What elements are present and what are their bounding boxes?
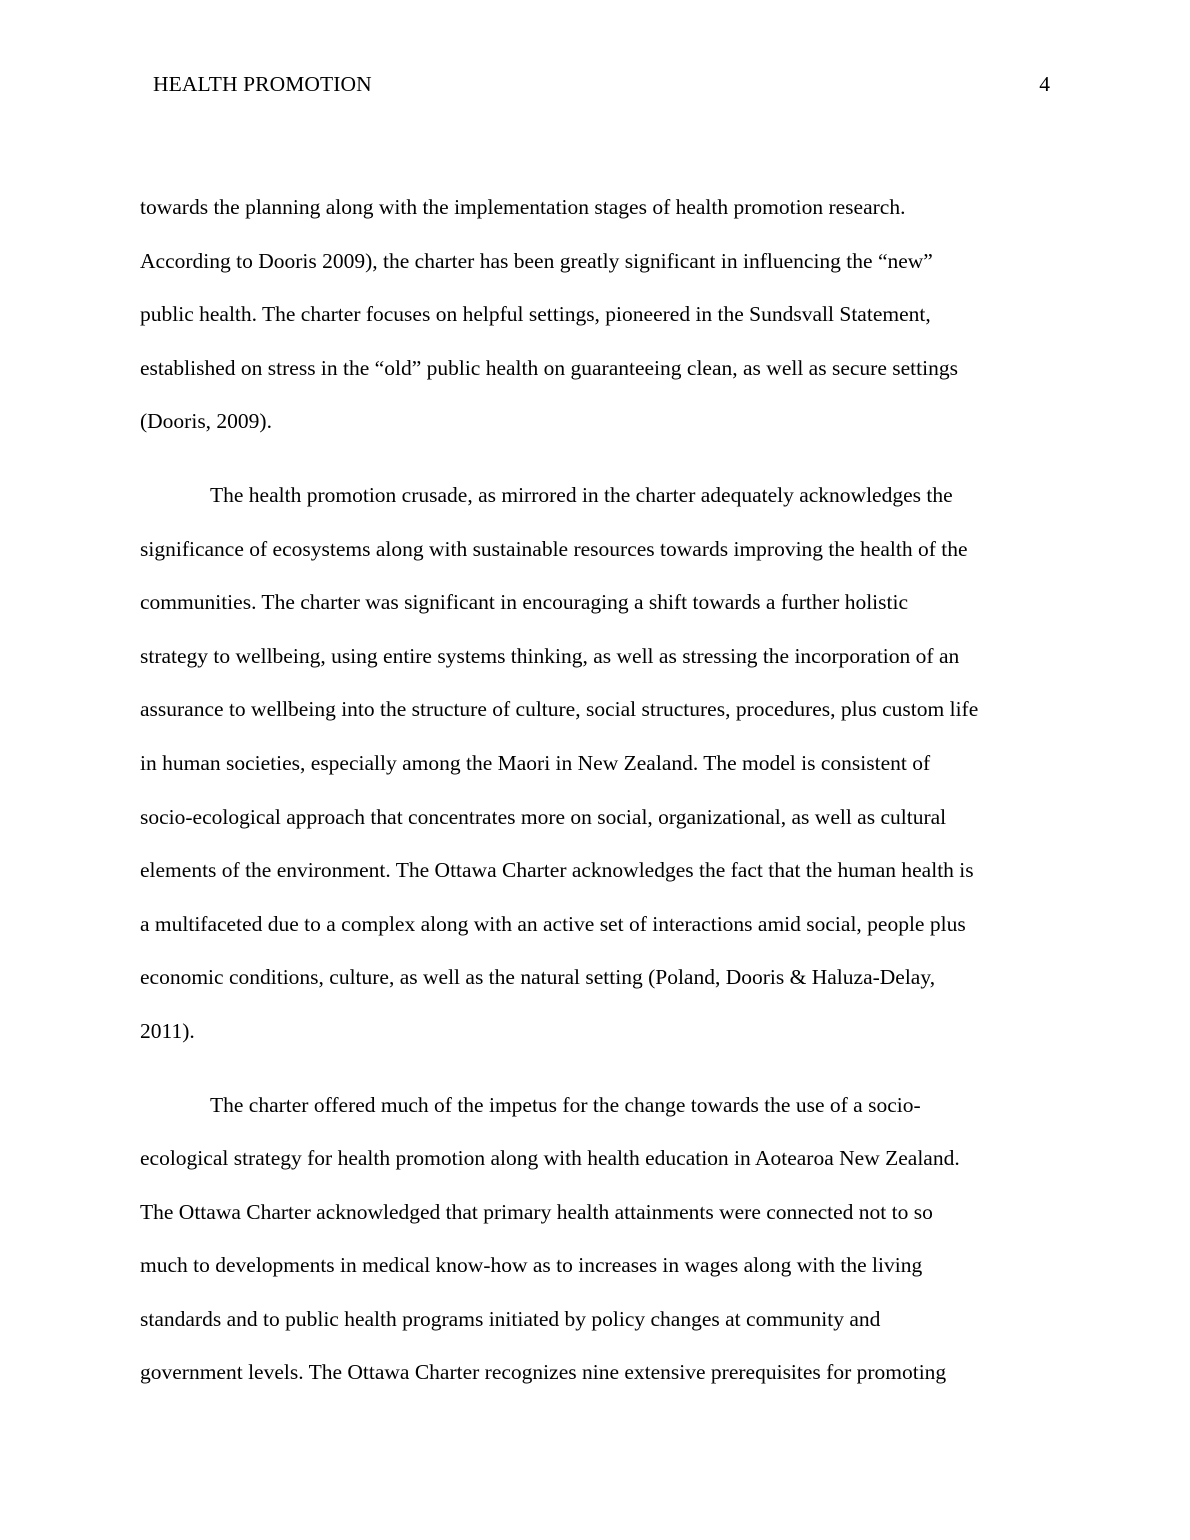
text-line: economic conditions, culture, as well as the natural setting (Poland, Dooris & Haluza-Delay, xyxy=(140,965,936,990)
text-line: much to developments in medical know-how as to increases in wages along with the living xyxy=(140,1253,923,1278)
text-line: government levels. The Ottawa Charter recognizes nine extensive prerequisites for promoting xyxy=(140,1360,947,1385)
text-line: standards and to public health programs initiated by policy changes at community and xyxy=(140,1306,881,1331)
paragraph-gap xyxy=(140,449,1052,469)
text-line: 2011). xyxy=(140,1018,195,1043)
body-text xyxy=(140,181,1052,1400)
text-line: ecological strategy for health promotion along with health education in Aotearoa New Zealand. xyxy=(140,1146,960,1171)
paragraph-3 xyxy=(140,1079,1052,1401)
page-number: 4 xyxy=(1039,72,1050,96)
text-line: The Ottawa Charter acknowledged that primary health attainments were connected not to so xyxy=(140,1199,933,1224)
text-line: The charter offered much of the impetus for the change towards the use of a socio- xyxy=(210,1092,921,1117)
text-line: a multifaceted due to a complex along with an active set of interactions amid social, people plus xyxy=(140,911,966,936)
paragraph-gap xyxy=(140,1059,1052,1079)
paragraph-2 xyxy=(140,469,1052,1059)
text-line: (Dooris, 2009). xyxy=(140,409,272,434)
text-line: elements of the environment. The Ottawa Charter acknowledges the fact that the human health is xyxy=(140,858,974,883)
text-line: According to Dooris 2009), the charter has been greatly significant in influencing the “new” xyxy=(140,248,933,273)
text-line: The health promotion crusade, as mirrored in the charter adequately acknowledges the xyxy=(210,482,953,507)
text-line: in human societies, especially among the Maori in New Zealand. The model is consistent of xyxy=(140,750,931,775)
text-line: strategy to wellbeing, using entire systems thinking, as well as stressing the incorporation of an xyxy=(140,643,960,668)
text-line: towards the planning along with the implementation stages of health promotion research. xyxy=(140,195,906,219)
text-line: public health. The charter focuses on helpful settings, pioneered in the Sundsvall Statement, xyxy=(140,302,931,327)
text-line: established on stress in the “old” public health on guaranteeing clean, as well as secure settings xyxy=(140,355,958,380)
paragraph-1 xyxy=(140,181,1052,449)
text-line: assurance to wellbeing into the structure of culture, social structures, procedures, plus custom life xyxy=(140,697,979,722)
text-line: significance of ecosystems along with sustainable resources towards improving the health of the xyxy=(140,536,968,561)
text-line: socio-ecological approach that concentrates more on social, organizational, as well as cultural xyxy=(140,804,947,829)
text-line: communities. The charter was significant in encouraging a shift towards a further holistic xyxy=(140,590,909,615)
running-head: HEALTH PROMOTION xyxy=(153,72,372,96)
